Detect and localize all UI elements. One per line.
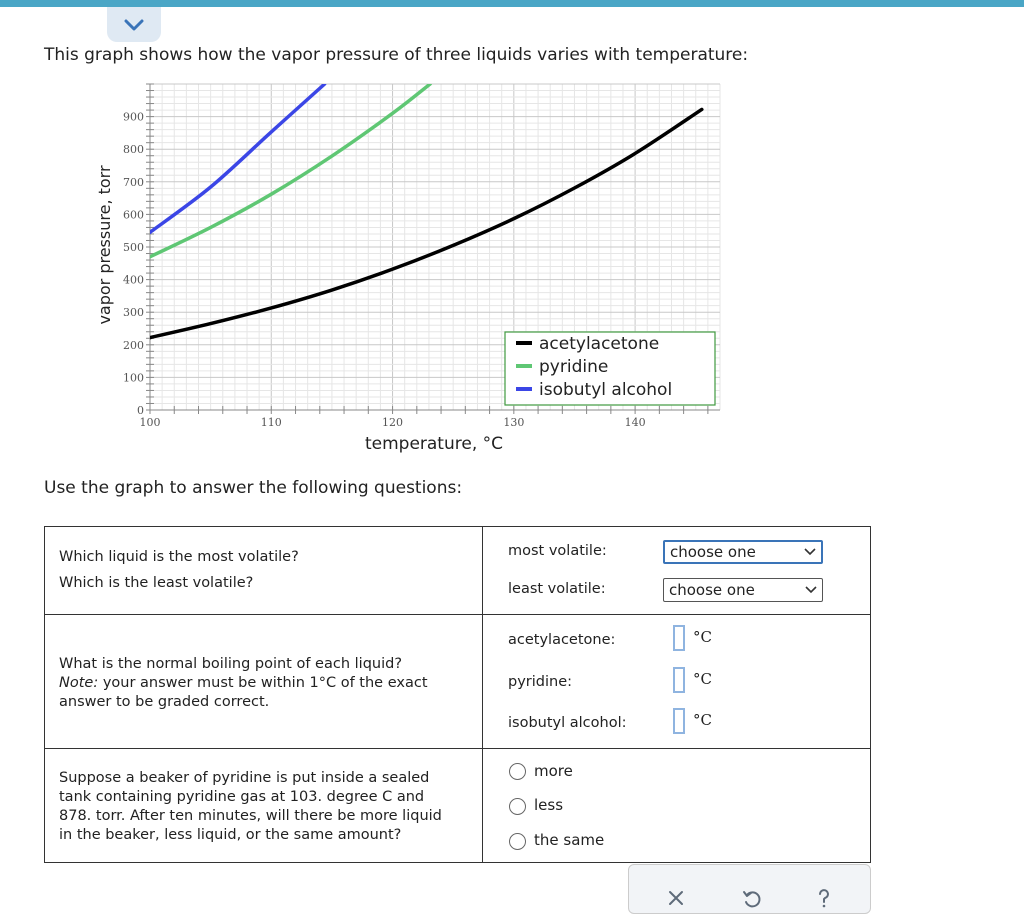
series-line-isobutyl-alcohol	[150, 84, 325, 232]
y-tick-label: 600	[123, 208, 144, 222]
chart-legend	[505, 332, 715, 405]
x-tick-label: 110	[260, 416, 282, 429]
y-axis-label: vapor pressure, torr	[95, 165, 114, 325]
most-volatile-select[interactable]	[663, 540, 823, 564]
q2-question	[45, 615, 483, 749]
radio-more[interactable]	[509, 763, 526, 780]
isobutyl-alcohol-label: isobutyl alcohol:	[508, 715, 627, 731]
q3-line4: in the beaker, less liquid, or the same amount?	[59, 827, 402, 843]
intro-text: This graph shows how the vapor pressure of three liquids varies with temperature:	[44, 45, 749, 65]
q2-line2-text: your answer must be within 1°C of the exact	[98, 675, 428, 691]
least-volatile-value: choose one	[669, 581, 755, 599]
y-tick-label: 100	[123, 371, 144, 385]
option-the-same-label[interactable]: the same	[534, 831, 605, 849]
pyridine-label: pyridine:	[508, 674, 573, 690]
x-tick-label: 140	[624, 416, 646, 429]
x-tick-label: 100	[139, 416, 161, 429]
q1-line1: Which liquid is the most volatile?	[59, 549, 299, 565]
radio-less[interactable]	[509, 798, 526, 815]
x-tick-label: 120	[382, 416, 404, 429]
q3-line1: Suppose a beaker of pyridine is put inside a sealed	[59, 770, 430, 786]
acetylacetone-bp-input[interactable]	[673, 625, 685, 651]
q2-answers	[483, 615, 871, 749]
q3-answers	[483, 749, 871, 863]
isobutyl-alcohol-bp-input[interactable]	[673, 708, 685, 734]
pyridine-unit: °C	[693, 670, 712, 688]
q1-line2: Which is the least volatile?	[59, 575, 254, 591]
least-volatile-label: least volatile:	[508, 581, 606, 597]
y-tick-label: 200	[123, 338, 144, 352]
most-volatile-label: most volatile:	[508, 543, 607, 559]
legend-label-isobutyl-alcohol: isobutyl alcohol	[539, 380, 673, 400]
question-table	[44, 526, 871, 863]
q3-line3: 878. torr. After ten minutes, will there be more liquid	[59, 808, 442, 824]
q2-line3: answer to be graded correct.	[59, 694, 270, 710]
radio-the-same[interactable]	[509, 833, 526, 850]
x-tick-label: 130	[503, 416, 525, 429]
q2-line1: What is the normal boiling point of each liquid?	[59, 656, 403, 672]
y-tick-label: 500	[123, 241, 144, 254]
y-tick-label: 700	[123, 175, 144, 189]
chevron-down-icon	[804, 548, 816, 556]
y-tick-label: 0	[137, 404, 144, 417]
legend-label-acetylacetone: acetylacetone	[539, 334, 660, 354]
least-volatile-select[interactable]	[663, 578, 823, 602]
acetylacetone-label: acetylacetone:	[508, 632, 616, 648]
y-tick-label: 300	[123, 306, 144, 320]
q2-line2	[59, 674, 468, 693]
note-label: Note:	[59, 675, 99, 691]
y-tick-label: 800	[123, 143, 144, 157]
acetylacetone-unit: °C	[693, 628, 712, 646]
isobutyl-alcohol-unit: °C	[693, 711, 712, 729]
y-tick-label: 900	[123, 110, 144, 124]
q1-question	[45, 527, 483, 615]
x-axis-label: temperature, °C	[364, 434, 504, 454]
legend-label-pyridine: pyridine	[539, 357, 609, 377]
y-tick-label: 400	[123, 273, 144, 287]
series-line-acetylacetone	[150, 109, 702, 337]
q3-line2: tank containing pyridine gas at 103. degree C and	[59, 789, 425, 805]
instructions-text: Use the graph to answer the following questions:	[44, 478, 463, 498]
option-less-label[interactable]: less	[534, 796, 564, 814]
pyridine-bp-input[interactable]	[673, 667, 685, 693]
most-volatile-value: choose one	[670, 543, 756, 561]
chevron-down-icon	[805, 586, 817, 594]
answer-toolbar	[628, 864, 871, 914]
q1-answers	[483, 527, 871, 615]
option-more-label[interactable]: more	[534, 762, 573, 780]
q3-question	[45, 749, 483, 863]
